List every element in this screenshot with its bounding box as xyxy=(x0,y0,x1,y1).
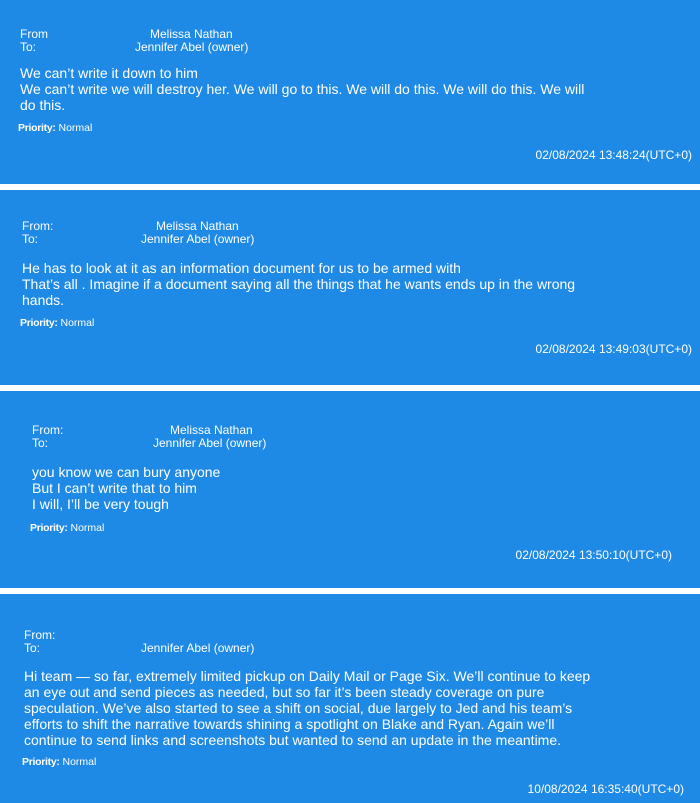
to-label: To: xyxy=(32,436,49,450)
timestamp: 02/08/2024 13:48:24(UTC+0) xyxy=(535,148,692,162)
from-label: From xyxy=(20,27,48,41)
priority-label: Priority: xyxy=(18,122,56,134)
to-name: Jennifer Abel (owner) xyxy=(141,641,255,655)
message-card[interactable] xyxy=(0,391,700,588)
priority-label: Priority: xyxy=(30,522,68,534)
to-label: To: xyxy=(24,641,41,655)
from-name: Melissa Nathan xyxy=(170,423,253,437)
to-name: Jennifer Abel (owner) xyxy=(135,40,249,54)
from-name: Melissa Nathan xyxy=(156,219,239,233)
priority xyxy=(18,122,92,134)
message-body: Hi team — so far, extremely limited pickup on Daily Mail or Page Six. We’ll continue to keep an eye out and send pieces as needed, but so far it’s been steady coverage on pure speculation. We’ve also started to see a shift on social, due largely to Jed and his team’s efforts to shift the narrative towards shining a spotlight on Blake and Ryan. Again we’ll continue to send links and screenshots but wanted to send an update in the meantime. xyxy=(24,668,591,748)
from-label: From: xyxy=(24,628,56,642)
message-header xyxy=(22,220,422,248)
priority xyxy=(20,317,94,329)
priority-value: Normal xyxy=(62,756,97,768)
message-body: We can’t write it down to him We can’t write we will destroy her. We will go to this. We will do this. We will do this. We will do this. xyxy=(20,65,585,113)
message-card[interactable] xyxy=(0,594,700,803)
message-header xyxy=(20,28,420,56)
from-name: Melissa Nathan xyxy=(150,27,233,41)
message-header xyxy=(24,629,424,657)
message-card[interactable] xyxy=(0,190,700,385)
priority-value: Normal xyxy=(70,522,105,534)
timestamp: 10/08/2024 16:35:40(UTC+0) xyxy=(527,782,684,796)
to-label: To: xyxy=(20,40,37,54)
priority-label: Priority: xyxy=(22,756,60,768)
priority-label: Priority: xyxy=(20,317,58,329)
priority-value: Normal xyxy=(60,317,95,329)
to-name: Jennifer Abel (owner) xyxy=(153,436,267,450)
message-body: you know we can bury anyone But I can’t write that to him I will, I’ll be very tough xyxy=(32,464,221,512)
to-label: To: xyxy=(22,232,39,246)
message-header xyxy=(32,424,432,452)
timestamp: 02/08/2024 13:50:10(UTC+0) xyxy=(515,548,672,562)
timestamp: 02/08/2024 13:49:03(UTC+0) xyxy=(535,342,692,356)
message-body: He has to look at it as an information document for us to be armed with That’s all . Imagine if a document saying all the things that he wants ends up in the wrong hands. xyxy=(22,260,576,308)
from-label: From: xyxy=(32,423,64,437)
from-label: From: xyxy=(22,219,54,233)
priority-value: Normal xyxy=(58,122,93,134)
message-card[interactable] xyxy=(0,0,700,184)
to-name: Jennifer Abel (owner) xyxy=(141,232,255,246)
priority xyxy=(22,756,96,768)
priority xyxy=(30,522,104,534)
